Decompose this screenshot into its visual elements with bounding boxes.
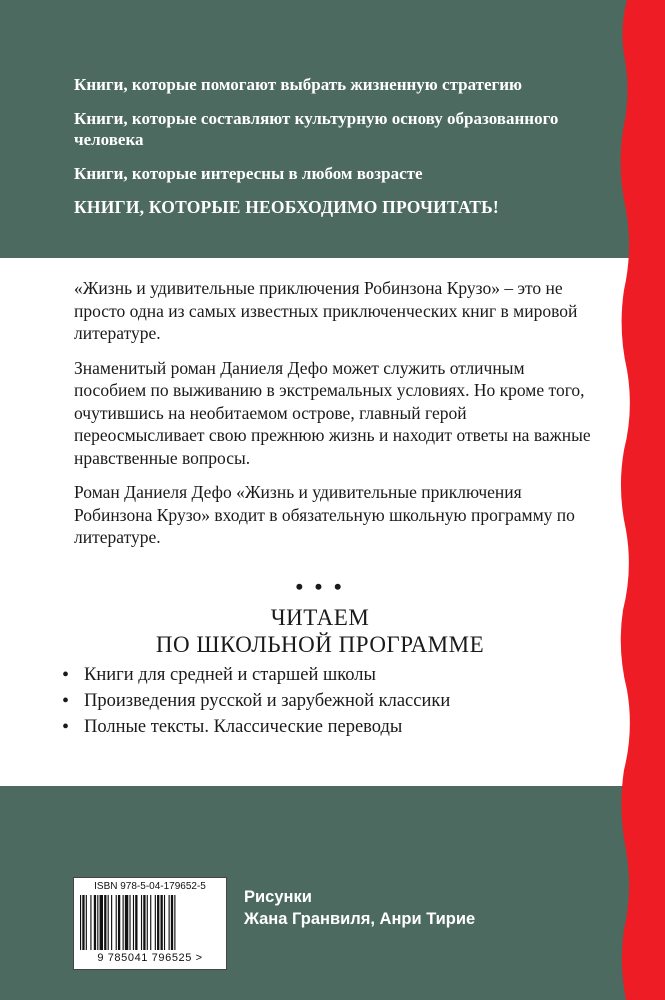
series-title-line-2: ПО ШКОЛЬНОЙ ПРОГРАММЕ <box>155 632 485 657</box>
barcode-bars-icon <box>80 895 220 950</box>
isbn-label: ISBN 978-5-04-179652-5 <box>94 881 206 892</box>
series-title-line-1: ЧИТАЕМ <box>270 605 370 630</box>
top-text-block <box>74 74 594 231</box>
series-feature-list <box>60 662 450 740</box>
feature-text: Полные тексты. Классические переводы <box>84 717 403 737</box>
illustrations-credit <box>244 886 475 930</box>
feature-item <box>60 662 450 688</box>
illustrators-names: Жана Гранвиля, Анри Тирие <box>244 910 476 928</box>
separator-dots: • • • <box>295 574 345 599</box>
description-paragraph-3: Роман Даниеля Дефо «Жизнь и удивительные приключения Робинзона Крузо» входит в обязательную школьную программу по литературе. <box>74 482 575 547</box>
barcode-digits: 9 785041 796525 > <box>97 952 203 964</box>
illustrations-label: Рисунки <box>244 888 312 906</box>
top-line-2: Книги, которые составляют культурную основу образованного человека <box>74 109 559 149</box>
top-line-3: Книги, которые интересны в любом возрасте <box>74 164 423 183</box>
bullet-icon: • <box>62 664 70 686</box>
bullet-icon: • <box>62 690 70 712</box>
top-line-1: Книги, которые помогают выбрать жизненную стратегию <box>74 75 523 94</box>
red-wavy-edge <box>619 0 665 1000</box>
feature-text: Произведения русской и зарубежной классики <box>84 691 451 711</box>
feature-item <box>60 688 450 714</box>
description-paragraph-2: Знаменитый роман Даниеля Дефо может служить отличным пособием по выживанию в экстремальных условиях. Но кроме того, очутившись на необитаемом острове, главный герой переосмысливает свою прежнюю жизнь и находит ответы на важные нравственные вопросы. <box>74 357 591 468</box>
bullet-icon: • <box>62 716 70 738</box>
description-paragraph-1: «Жизнь и удивительные приключения Робинзона Крузо» – это не просто одна из самых известных приключенческих книг в мировой литературе. <box>74 278 578 343</box>
series-title <box>0 604 640 658</box>
description-block <box>74 277 594 561</box>
slogan: КНИГИ, КОТОРЫЕ НЕОБХОДИМО ПРОЧИТАТЬ! <box>74 197 499 217</box>
feature-item <box>60 714 450 740</box>
feature-text: Книги для средней и старшей школы <box>84 665 376 685</box>
barcode <box>73 877 227 970</box>
